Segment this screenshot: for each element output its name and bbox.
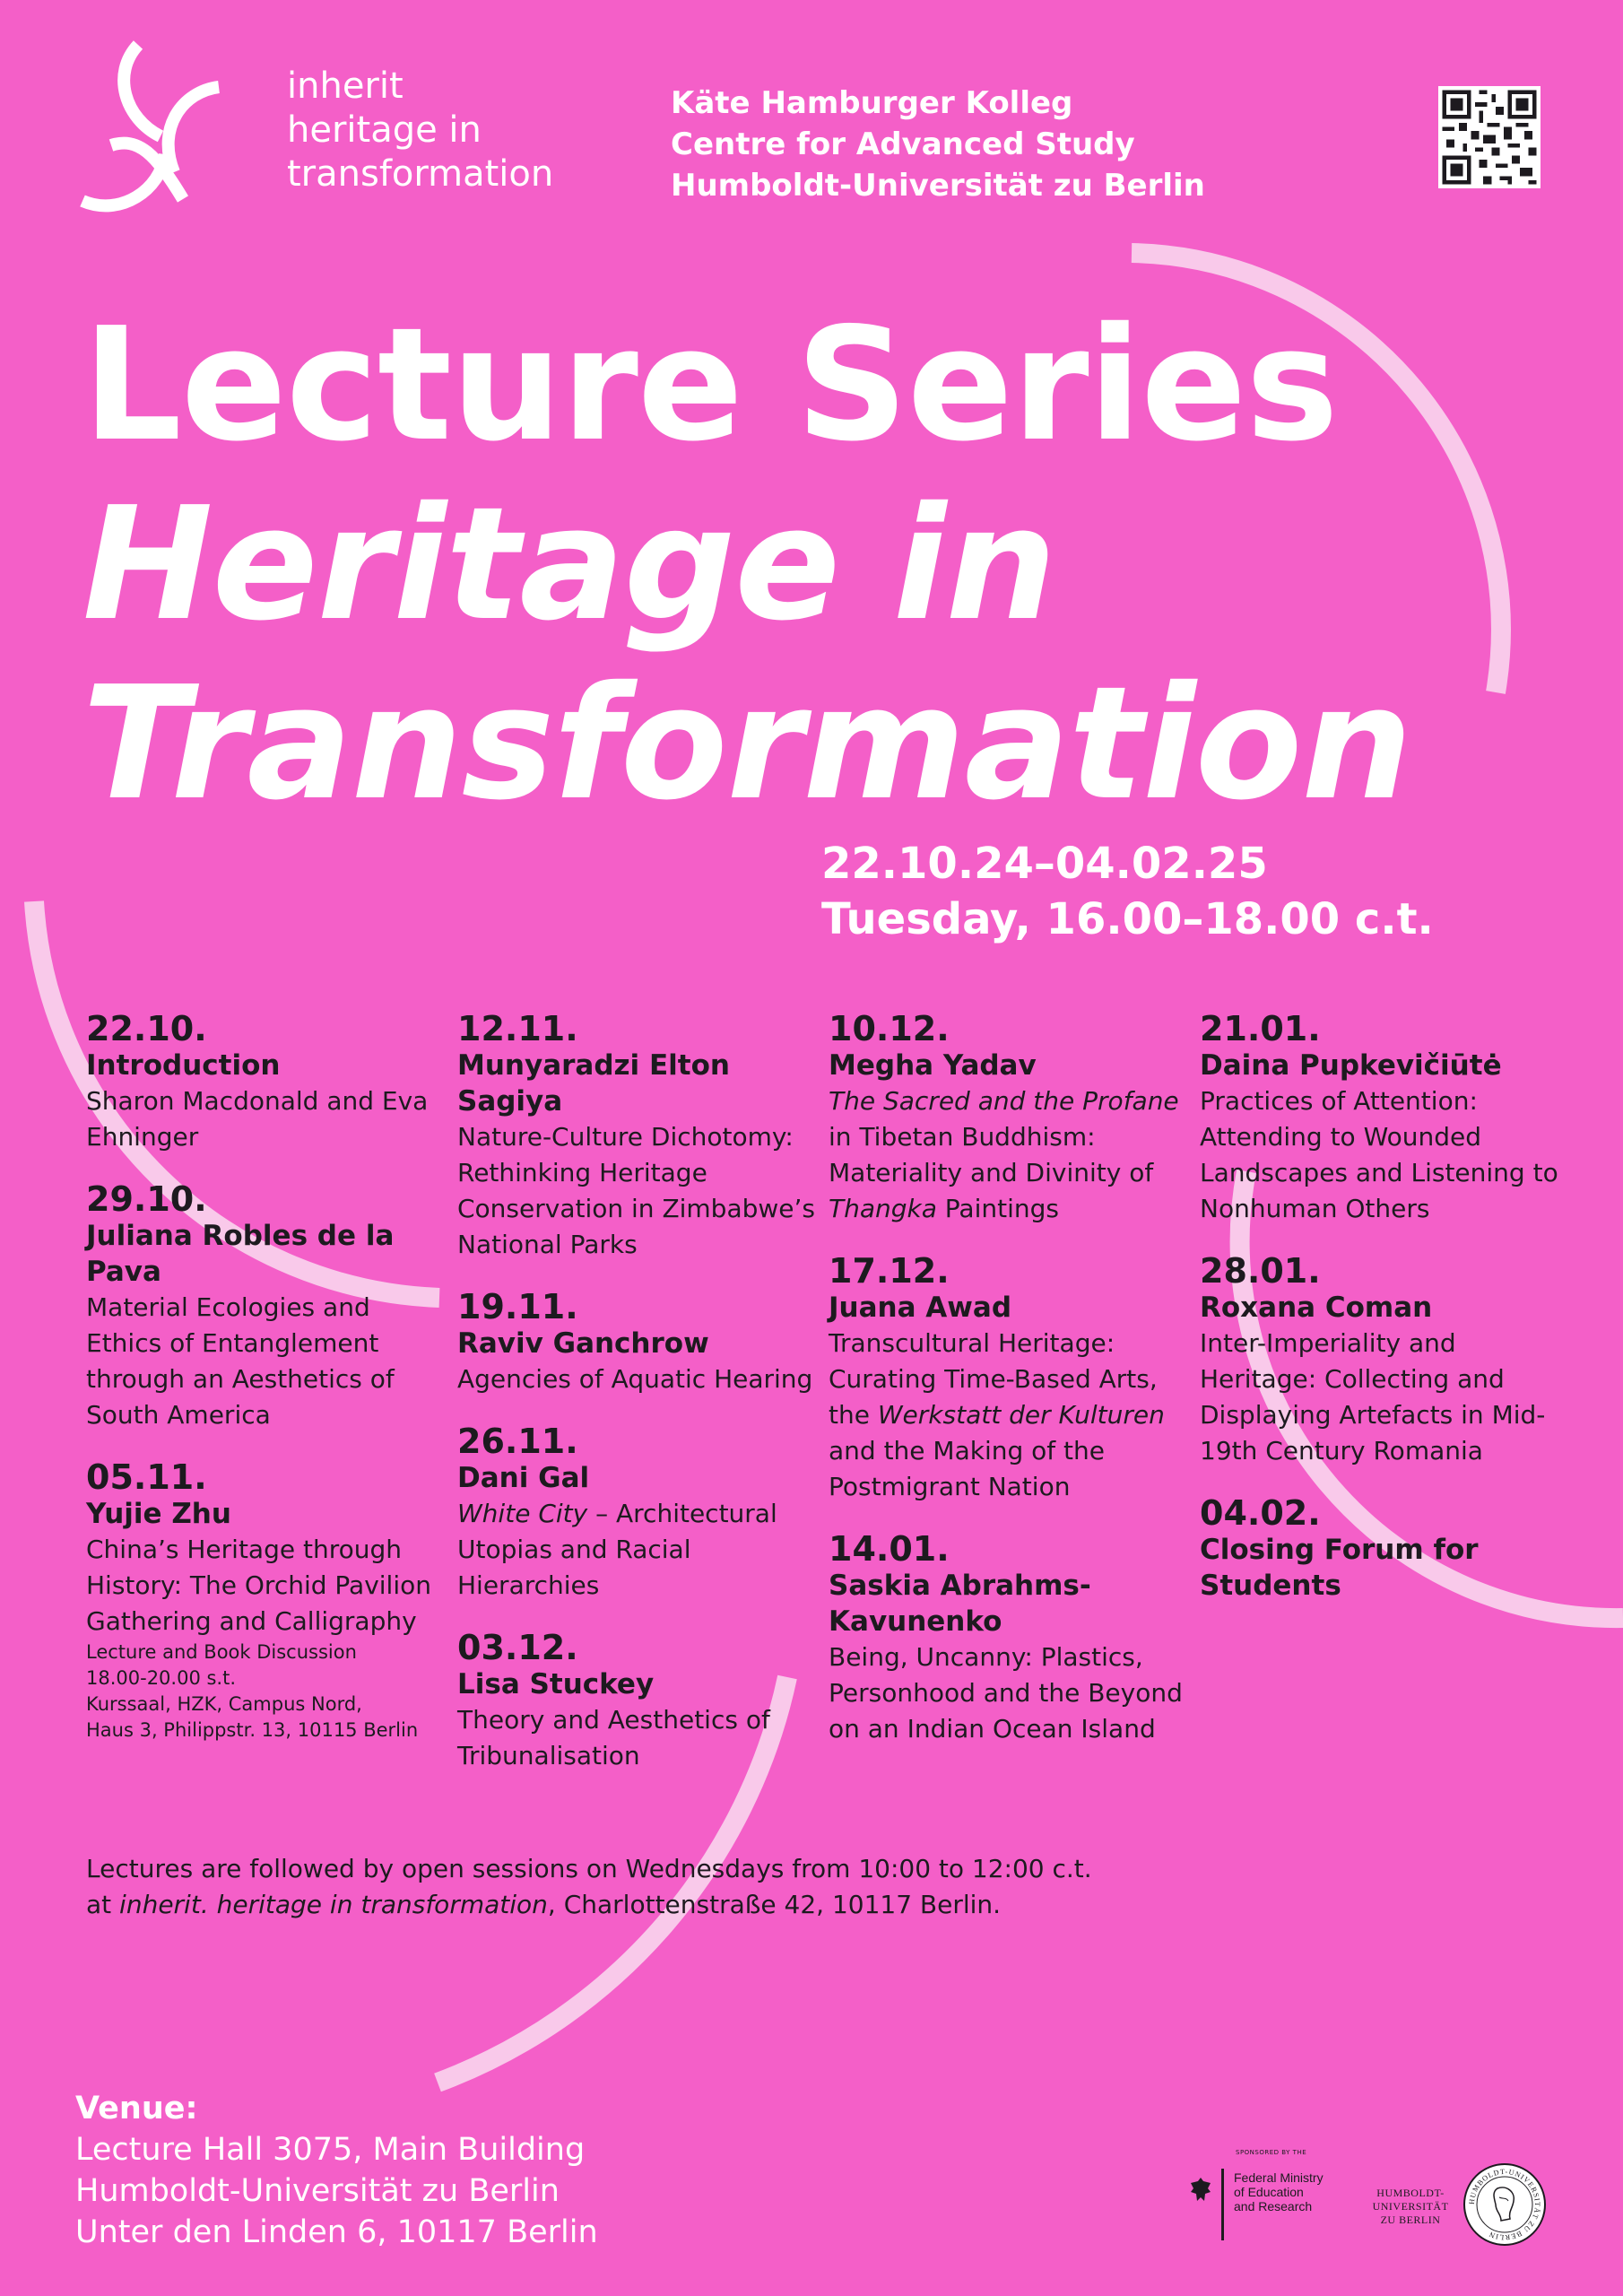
lecture-entry xyxy=(457,1288,816,1397)
institution-line-1: Käte Hamburger Kolleg xyxy=(671,85,1073,121)
date-range: 22.10.24–04.02.25 xyxy=(821,839,1268,889)
title-line-3: Transformation xyxy=(82,653,1412,835)
note-line-2-post: , Charlottenstraße 42, 10117 Berlin. xyxy=(547,1890,1002,1919)
lecture-title-rest: Transcultural Heritage: Curating Time-Based Arts, the xyxy=(829,1328,1158,1430)
lecture-title-italic: Werkstatt der Kulturen xyxy=(877,1400,1165,1430)
venue-line-2: Humboldt-Universität zu Berlin xyxy=(75,2173,560,2209)
venue-line-1: Lecture Hall 3075, Main Building xyxy=(75,2132,586,2168)
lecture-speaker: Roxana Coman xyxy=(1200,1292,1433,1324)
lecture-entry xyxy=(457,1629,816,1774)
lecture-entry xyxy=(1200,1252,1558,1469)
title-line-2: Heritage in xyxy=(82,474,1056,656)
sponsor-divider xyxy=(1221,2169,1224,2240)
lecture-speaker: Juana Awad xyxy=(829,1292,1012,1324)
logo-wordmark xyxy=(287,65,553,196)
lecture-speaker: Saskia Abrahms-Kavunenko xyxy=(829,1570,1091,1638)
venue-heading: Venue: xyxy=(75,2091,198,2126)
lecture-date: 03.12. xyxy=(457,1628,578,1667)
lecture-entry xyxy=(86,1180,445,1433)
venue-block xyxy=(75,2088,598,2253)
schedule-column-1 xyxy=(86,1010,445,1769)
lecture-date: 29.10. xyxy=(86,1179,207,1219)
university-logo xyxy=(1368,2161,1557,2251)
lecture-speaker: Dani Gal xyxy=(457,1462,590,1494)
lecture-date: 12.11. xyxy=(457,1009,578,1048)
lecture-title: Nature-Culture Dichotomy: Rethinking Heritage Conservation in Zimbabwe’s National Parks xyxy=(457,1122,815,1259)
sponsor-line-2: of Education xyxy=(1234,2185,1304,2199)
lecture-speaker: Closing Forum for Students xyxy=(1200,1534,1479,1602)
lecture-date: 28.01. xyxy=(1200,1251,1321,1291)
lecture-title-italic: White City xyxy=(457,1499,588,1528)
sponsor-logo xyxy=(1185,2149,1329,2248)
schedule-column-4 xyxy=(1200,1010,1558,1629)
lecture-note: Kurssaal, HZK, Campus Nord, xyxy=(86,1693,362,1715)
lecture-title: Agencies of Aquatic Hearing xyxy=(457,1364,813,1394)
university-line-3: ZU BERLIN xyxy=(1380,2213,1441,2226)
lecture-title: China’s Heritage through History: The Orchid Pavilion Gathering and Calligraphy xyxy=(86,1535,431,1636)
title-line-1: Lecture Series xyxy=(82,294,1338,476)
lecture-title xyxy=(829,1083,1187,1227)
lecture-speaker: Yujie Zhu xyxy=(86,1498,231,1530)
lecture-entry xyxy=(457,1010,816,1263)
lecture-speaker: Introduction xyxy=(86,1049,281,1082)
venue-line-3: Unter den Linden 6, 10117 Berlin xyxy=(75,2214,598,2250)
note-line-1: Lectures are followed by open sessions on Wednesdays from 10:00 to 12:00 c.t. xyxy=(86,1854,1092,1883)
institution-block xyxy=(671,83,1205,206)
seal-text: HUMBOLDT-UNIVERSITÄT ZU BERLIN xyxy=(1467,2167,1542,2242)
lecture-title: Theory and Aesthetics of Tribunalisation xyxy=(457,1705,770,1770)
lecture-speaker: Megha Yadav xyxy=(829,1049,1037,1082)
sponsor-label: SPONSORED BY THE xyxy=(1236,2149,1307,2156)
open-sessions-note xyxy=(86,1851,1092,1923)
schedule-column-3 xyxy=(829,1010,1187,1772)
inherit-logo-icon xyxy=(75,38,228,217)
institution-line-3: Humboldt-Universität zu Berlin xyxy=(671,168,1205,204)
lecture-date: 14.01. xyxy=(829,1529,950,1569)
lecture-date: 26.11. xyxy=(457,1422,578,1461)
logo-line-3: transformation xyxy=(287,153,554,195)
weekly-time: Tuesday, 16.00–18.00 c.t. xyxy=(821,894,1434,944)
lecture-title xyxy=(829,1326,1187,1505)
logo-line-1: inherit xyxy=(287,65,404,107)
lecture-note: Haus 3, Philippstr. 13, 10115 Berlin xyxy=(86,1719,419,1741)
lecture-entry xyxy=(829,1010,1187,1227)
lecture-title-end: and the Making of the Postmigrant Nation xyxy=(829,1436,1105,1501)
qr-code-icon[interactable] xyxy=(1438,86,1541,188)
lecture-title-rest: in Tibetan Buddhism: Materiality and Divinity of xyxy=(829,1122,1154,1187)
lecture-speaker: Daina Pupkevičiūtė xyxy=(1200,1049,1502,1082)
schedule-column-2 xyxy=(457,1010,816,1799)
lecture-title-rest: – Architectural Utopias and Racial Hierarchies xyxy=(457,1499,777,1600)
lecture-entry xyxy=(829,1252,1187,1505)
lecture-title: Material Ecologies and Ethics of Entanglement through an Aesthetics of South America xyxy=(86,1292,395,1430)
logo-line-2: heritage in xyxy=(287,109,482,151)
lecture-title-italic: The Sacred and the Profane xyxy=(829,1086,1179,1116)
lecture-entry xyxy=(457,1422,816,1604)
lecture-speaker: Juliana Robles de la Pava xyxy=(86,1220,395,1288)
lecture-title xyxy=(457,1496,816,1604)
lecture-speaker: Lisa Stuckey xyxy=(457,1668,655,1700)
lecture-date: 19.11. xyxy=(457,1287,578,1326)
lecture-date: 21.01. xyxy=(1200,1009,1321,1048)
lecture-entry xyxy=(86,1458,445,1744)
page-title xyxy=(82,296,1411,834)
lecture-entry xyxy=(1200,1494,1558,1604)
humboldt-seal-icon xyxy=(1462,2161,1548,2248)
sponsor-name xyxy=(1234,2170,1324,2213)
lecture-date: 04.02. xyxy=(1200,1493,1321,1533)
university-wordmark xyxy=(1368,2187,1453,2227)
lecture-date: 22.10. xyxy=(86,1009,207,1048)
lecture-date: 17.12. xyxy=(829,1251,950,1291)
lecture-note: Lecture and Book Discussion xyxy=(86,1641,357,1663)
lecture-entry xyxy=(829,1530,1187,1747)
lecture-speaker: Raviv Ganchrow xyxy=(457,1327,709,1360)
federal-eagle-icon xyxy=(1189,2176,1212,2205)
lecture-entry xyxy=(1200,1010,1558,1227)
sponsor-line-3: and Research xyxy=(1234,2199,1313,2213)
university-line-2: UNIVERSITÄT xyxy=(1372,2200,1449,2213)
lecture-title: Being, Uncanny: Plastics, Personhood and the Beyond on an Indian Ocean Island xyxy=(829,1642,1183,1744)
lecture-entry xyxy=(86,1010,445,1155)
institution-line-2: Centre for Advanced Study xyxy=(671,126,1135,162)
lecture-speaker: Munyaradzi Elton Sagiya xyxy=(457,1049,730,1118)
note-line-2 xyxy=(86,1887,1092,1923)
lecture-title: Sharon Macdonald and Eva Ehninger xyxy=(86,1086,429,1152)
lecture-title: Practices of Attention: Attending to Wounded Landscapes and Listening to Nonhuman Others xyxy=(1200,1086,1558,1223)
series-dates xyxy=(821,836,1434,947)
university-line-1: HUMBOLDT- xyxy=(1376,2187,1445,2199)
lecture-title-end: Paintings xyxy=(936,1194,1059,1223)
lecture-date: 10.12. xyxy=(829,1009,950,1048)
lecture-title-italic: Thangka xyxy=(829,1194,937,1223)
note-line-2-italic: inherit. heritage in transformation xyxy=(119,1890,548,1919)
sponsor-line-1: Federal Ministry xyxy=(1234,2170,1324,2185)
note-line-2-pre: at xyxy=(86,1890,120,1919)
lecture-date: 05.11. xyxy=(86,1457,207,1497)
lecture-note: 18.00-20.00 s.t. xyxy=(86,1667,237,1689)
lecture-title: Inter-Imperiality and Heritage: Collecting and Displaying Artefacts in Mid-19th Century Romania xyxy=(1200,1328,1546,1465)
